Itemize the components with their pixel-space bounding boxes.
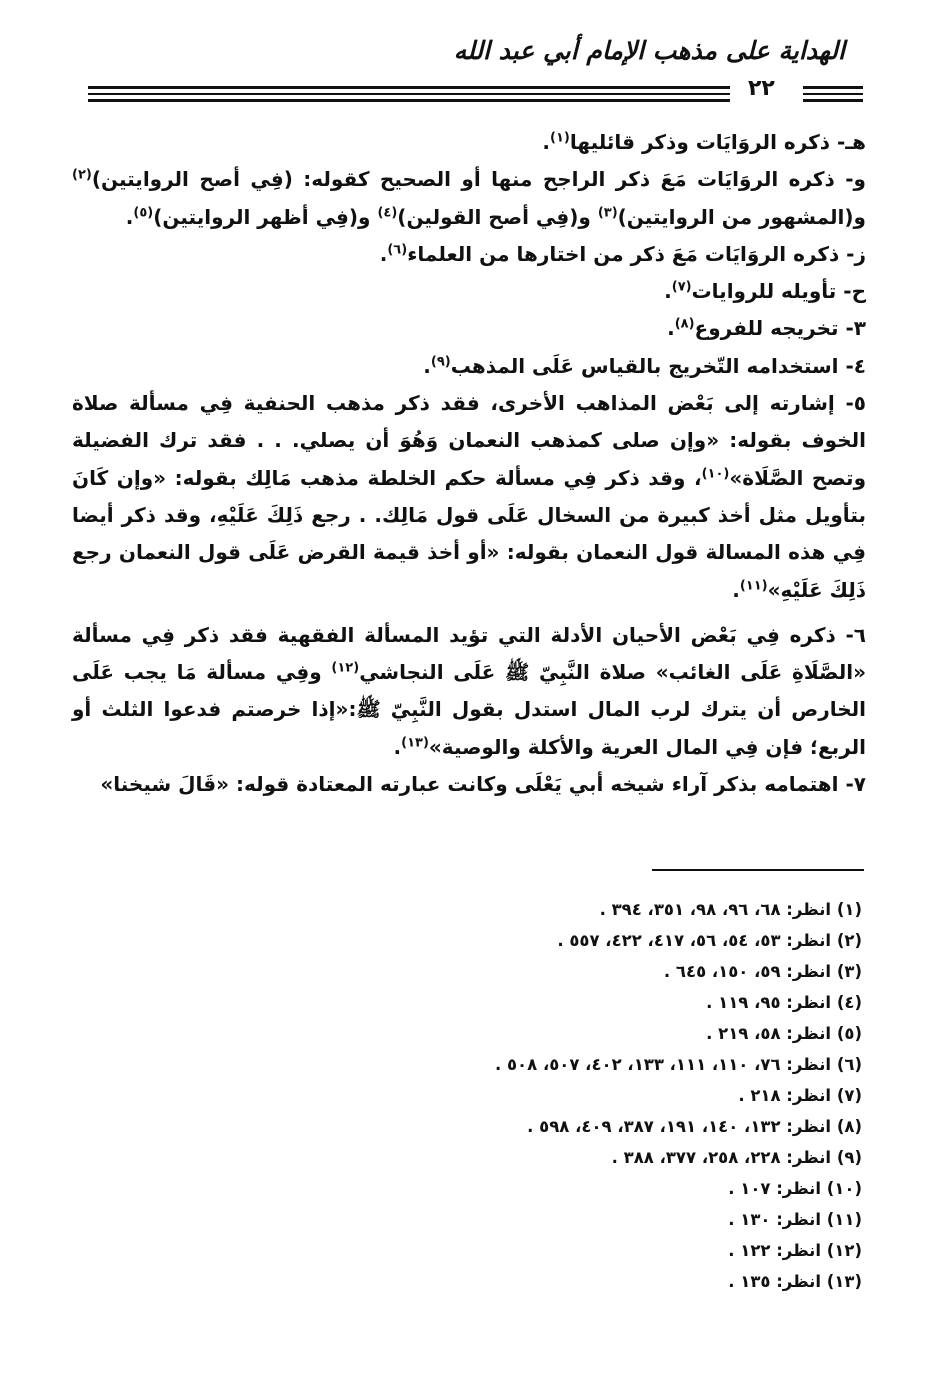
running-title: الهداية على مذهب الإمام أبي عبد الله [453,36,845,65]
footnote: (٧) انظر: ٢١٨ . [738,1086,862,1105]
paragraph-end: . [379,241,388,266]
footnote-ref: (٦) [387,242,408,258]
footnote: (٩) انظر: ٢٢٨، ٢٥٨، ٣٧٧، ٣٨٨ . [611,1148,862,1167]
paragraph-text: و(المشهور من الروايتين) [617,204,866,229]
footnote-ref: (١٢) [331,660,360,676]
footnote: (١١) انظر: ١٣٠ . [728,1210,862,1229]
footnote-ref: (٧) [671,279,692,295]
paragraph-text: ح- تأويله للروايات [691,279,866,304]
header-rule-thick [88,86,730,89]
paragraph-end: . [732,577,740,602]
footnote-ref: (١٠) [701,466,730,482]
paragraph [72,385,866,609]
footnote: (٤) انظر: ٩٥، ١١٩ . [706,993,862,1012]
paragraph-text: و(فِي أظهر الروايتين) [153,204,371,229]
footnote-ref: (٨) [674,316,695,332]
footnote: (١) انظر: ٦٨، ٩٦، ٩٨، ٣٥١، ٣٩٤ . [599,900,862,919]
footnote-ref: (١) [550,130,570,146]
footnote-ref: (٩) [430,354,451,370]
paragraph-text: ٤- استخدامه التّخريج بالقياس عَلَى المذهب [450,353,866,378]
footnote: (٨) انظر: ١٣٢، ١٤٠، ١٩١، ٣٨٧، ٤٠٩، ٥٩٨ . [527,1117,862,1136]
page-number: ٢٢ [748,76,775,101]
page-number-rule [803,93,863,95]
footnote-separator [652,869,864,871]
footnote: (١٣) انظر: ١٣٥ . [728,1272,862,1291]
paragraph-end: . [125,204,134,229]
paragraph-text: وفِي مسألة مَا يجب عَلَى الخارص أن يترك لرب المال استدل بقول النَّبِيّ ﷺ:«إذا خرصتم فدعوا الثلث أو الربع؛ فإن فِي المال العرية والأكلة والوصية» [72,660,866,759]
footnote: (٦) انظر: ٧٦، ١١٠، ١١١، ١٣٣، ٤٠٢، ٥٠٧، ٥٠٨ . [494,1055,862,1074]
footnote: (١٢) انظر: ١٢٢ . [728,1241,862,1260]
footnote-ref: (٥) [133,204,154,220]
paragraph-text: و- ذكره الروَايَات مَعَ ذكر الراجح منها أو الصحيح كقوله: (فِي أصح الروايتين) [91,167,866,192]
paragraph-end: . [542,130,551,154]
header-rule-thick [88,99,730,102]
paragraph [72,310,866,347]
paragraph [72,236,866,273]
paragraph [72,348,866,385]
footnote: (١٠) انظر: ١٠٧ . [728,1179,862,1198]
paragraph [72,161,866,236]
page-number-rule [803,99,863,102]
page-number-rule [803,86,863,89]
paragraph-end: . [664,279,672,304]
footnote-ref: (٣) [597,204,618,220]
footnote-ref: (٢) [72,167,92,183]
body-text [72,124,866,803]
paragraph-text: ز- ذكره الروَايَات مَعَ ذكر من اختارها من العلماء [407,241,866,266]
footnote-ref: (١١) [739,577,768,593]
paragraph-text: و(فِي أصح القولين) [397,204,591,229]
paragraph-text: ٦- ذكره فِي بَعْض الأحيان الأدلة التي تؤيد المسألة الفقهية فقد ذكر فِي مسألة «الصَّلَاةِ عَلَى الغائب» صلاة النَّبِيّ ﷺ عَلَى النجاشي [72,622,867,685]
paragraph-end: . [667,316,675,341]
paragraph [72,766,866,803]
paragraph-text: ٥- إشارته إلى بَعْض المذاهب الأخرى، فقد ذكر مذهب الحنفية فِي مسألة صلاة الخوف بقوله: «وإن صلى كمذهب النعمان وَهُوَ أن يصلي. . . فقد ترك الفضيلة وتصح الصَّلَاة» [72,391,866,490]
footnote-ref: (١٣) [401,735,429,751]
paragraph-text: ٣- تخريجه للفروع [694,316,866,341]
paragraph-text: ٧- اهتمامه بذكر آراء شيخه أبي يَعْلَى وكانت عبارته المعتادة قوله: «قَالَ شيخنا» [100,772,866,797]
footnote: (٥) انظر: ٥٨، ٢١٩ . [706,1024,862,1043]
paragraph [72,617,866,766]
footnote: (٢) انظر: ٥٣، ٥٤، ٥٦، ٤١٧، ٤٢٢، ٥٥٧ . [557,931,862,950]
paragraph-end: . [423,353,431,378]
paragraph [72,273,866,310]
footnote: (٣) انظر: ٥٩، ١٥٠، ٦٤٥ . [663,962,862,981]
paragraph [72,124,866,161]
footnote-ref: (٤) [377,204,398,220]
paragraph-end: . [393,734,402,759]
paragraph-text: هـ- ذكره الروَايَات وذكر قائليها [569,130,866,154]
footnotes-list [495,894,862,1297]
paragraph-text: ، وقد ذكر فِي مسألة حكم الخلطة مذهب مَالِك بقوله: «وإن كَانَ بتأويل مثل أخذ كبيرة من السخال عَلَى قول مَالِك. . رجع ذَلِكَ عَلَيْهِ، وقد ذكر أيضا فِي هذه المسالة قول النعمان بقوله: «أو أخذ قيمة القرض عَلَى قول النعمان رجع ذَلِكَ عَلَيْهِ» [72,465,866,602]
header-rule-thin [88,93,730,95]
